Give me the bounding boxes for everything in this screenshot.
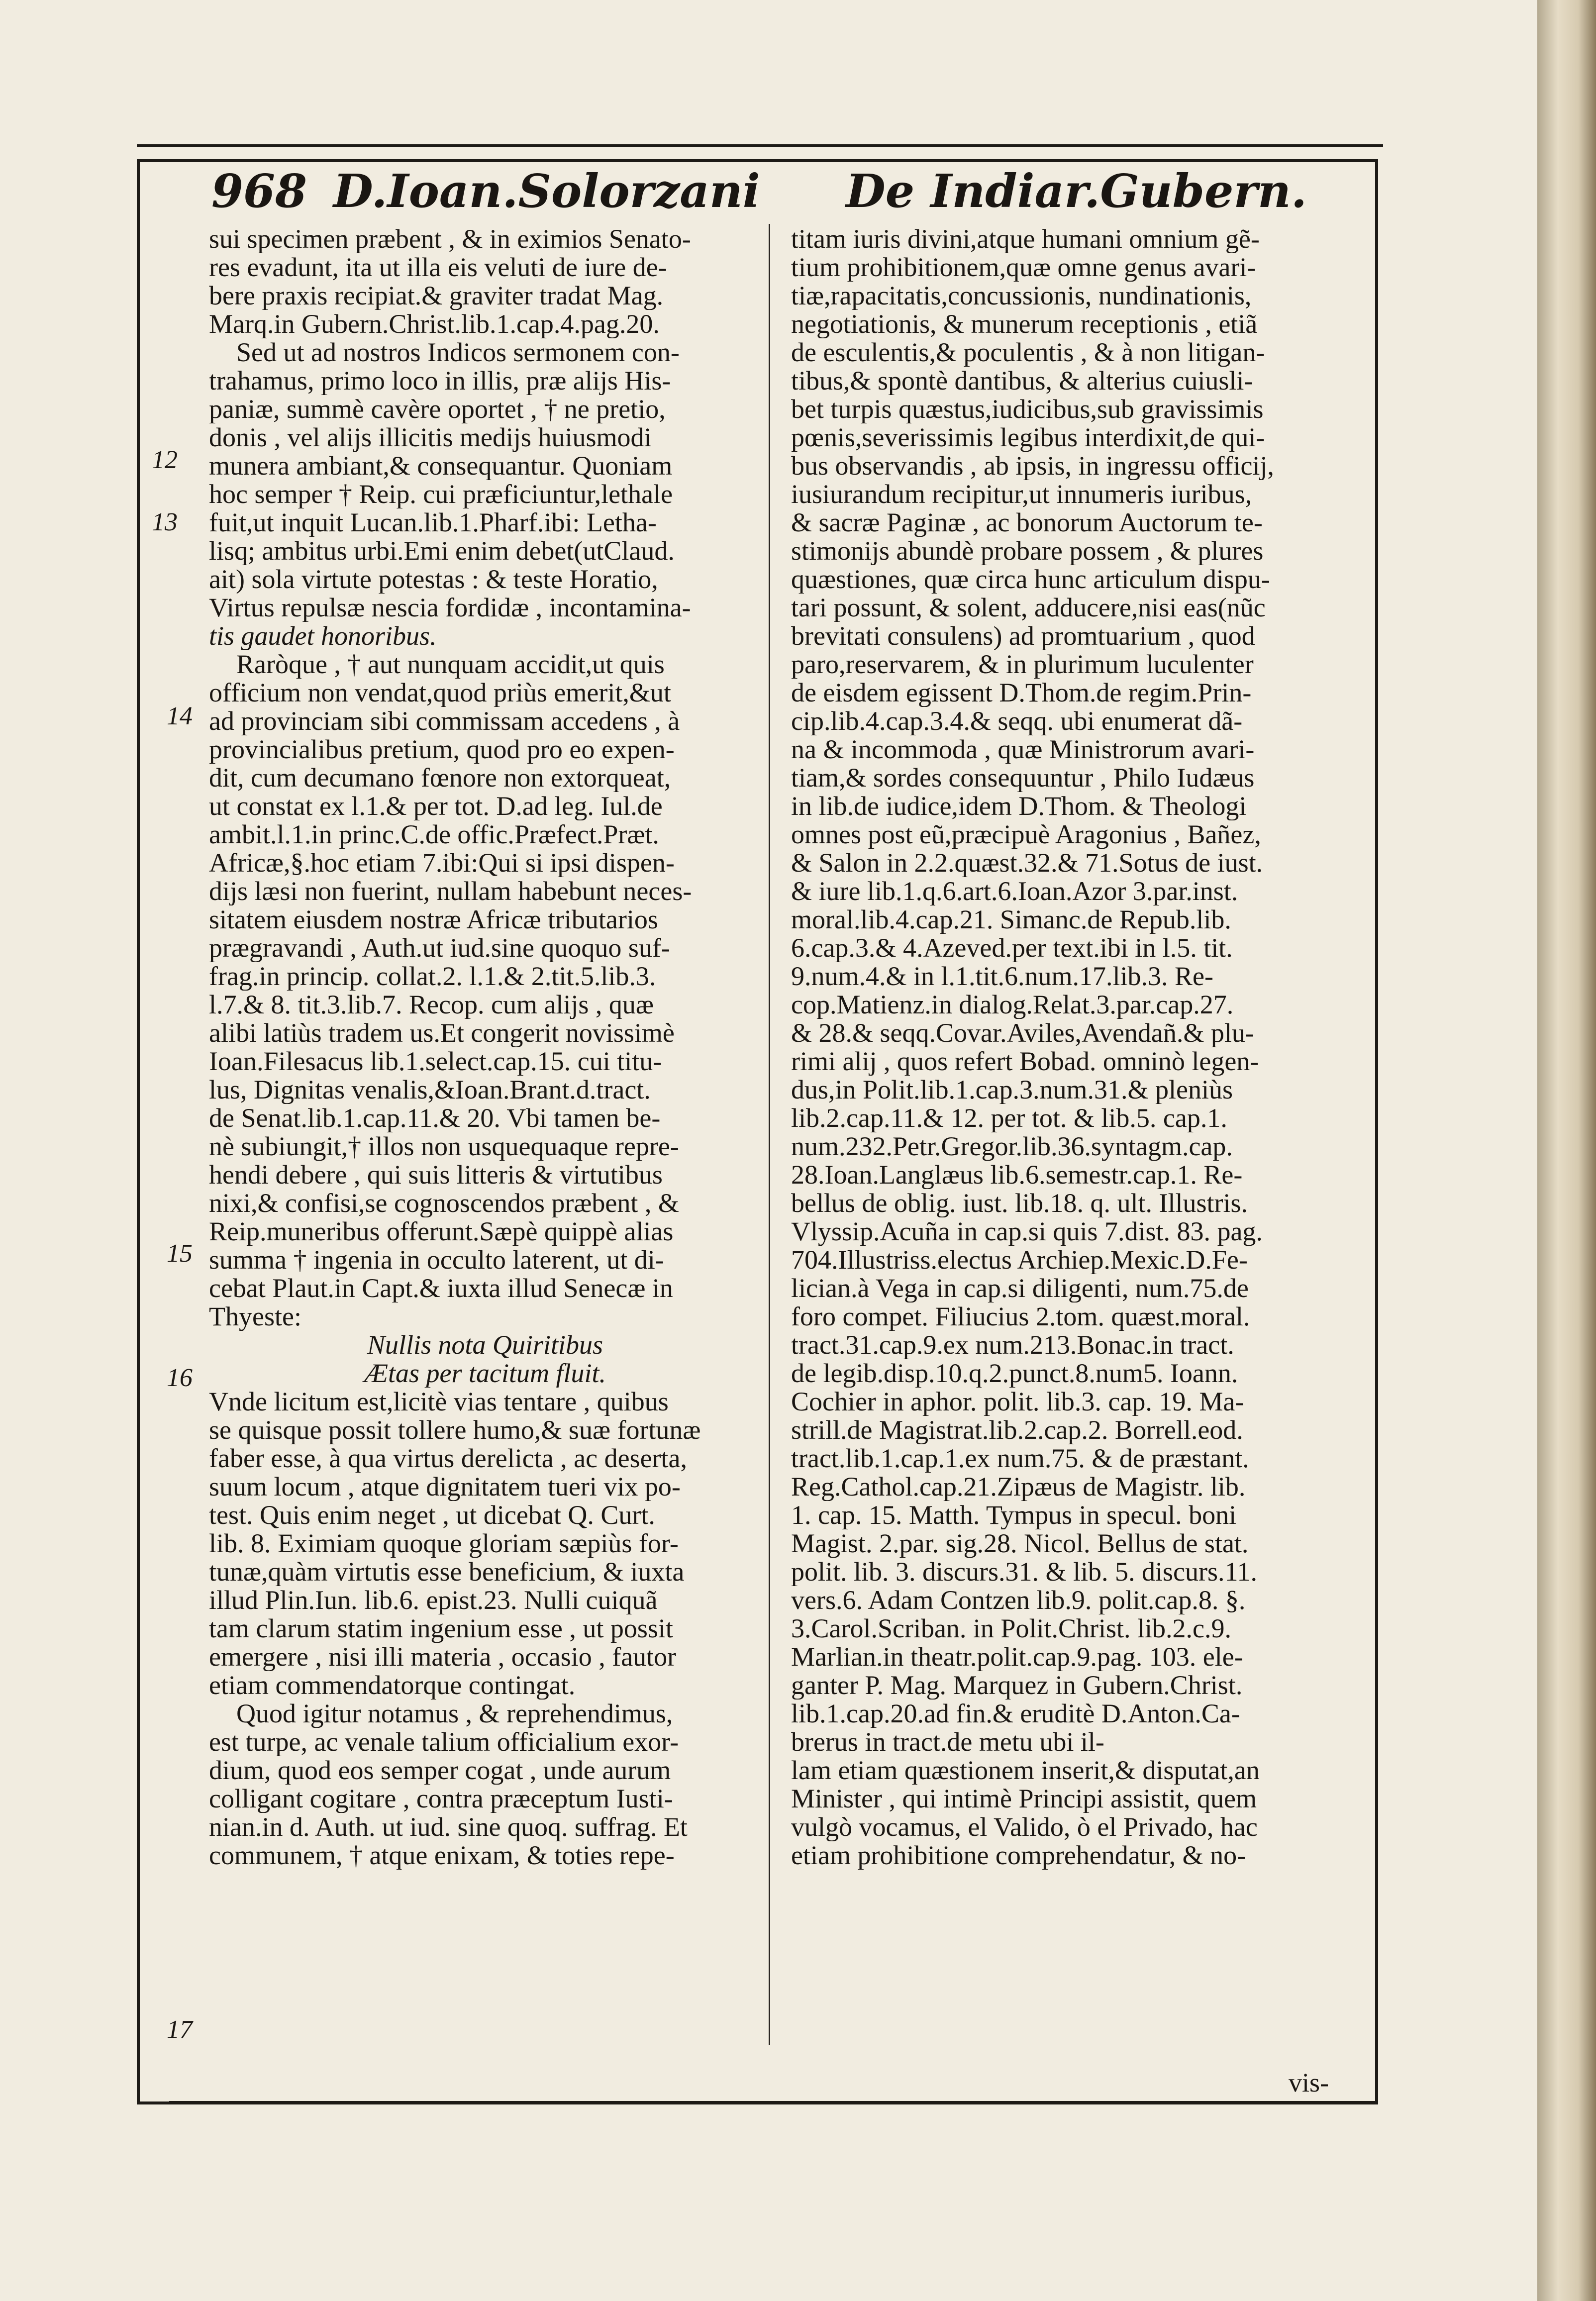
text-line: munera ambiant,& consequantur. Quoniam xyxy=(209,452,673,480)
text-line: & Salon in 2.2.quæst.32.& 71.Sotus de iust. xyxy=(791,849,1263,877)
text-line: Africæ,§.hoc etiam 7.ibi:Qui si ipsi dispen- xyxy=(209,849,675,877)
text-line: cebat Plaut.in Capt.& iuxta illud Senecæ in xyxy=(209,1274,673,1302)
text-line: paro,reservarem, & in plurimum luculenter xyxy=(791,650,1254,679)
text-line: negotiationis, & munerum receptionis , etiã xyxy=(791,310,1258,338)
text-line: nè subiungit,† illos non usquequaque repre- xyxy=(209,1132,679,1161)
text-line: illud Plin.Iun. lib.6. epist.23. Nulli cuiquã xyxy=(209,1586,658,1614)
text-line: 704.Illustriss.electus Archiep.Mexic.D.Fe- xyxy=(791,1246,1248,1274)
text-line: lib.2.cap.11.& 12. per tot. & lib.5. cap.1. xyxy=(791,1104,1227,1132)
text-line: emergere , nisi illi materia , occasio , fautor xyxy=(209,1643,677,1671)
text-line: stimonijs abundè probare possem , & plures xyxy=(791,537,1264,565)
text-line: ad provinciam sibi commissam accedens , à xyxy=(209,707,680,735)
text-line: Vnde licitum est,licitè vias tentare , quibus xyxy=(209,1388,669,1416)
text-line: tunæ,quàm virtutis esse beneficium, & iuxta xyxy=(209,1558,685,1586)
text-line: est turpe, ac venale talium officialium exor- xyxy=(209,1728,679,1756)
text-line: & iure lib.1.q.6.art.6.Ioan.Azor 3.par.inst. xyxy=(791,877,1238,905)
text-line: 9.num.4.& in l.1.tit.6.num.17.lib.3. Re- xyxy=(791,962,1213,991)
text-line: Vlyssip.Acuña in cap.si quis 7.dist. 83. pag. xyxy=(791,1217,1263,1246)
text-line: dus,in Polit.lib.1.cap.3.num.31.& pleniùs xyxy=(791,1076,1233,1104)
text-line: 1. cap. 15. Matth. Tympus in specul. boni xyxy=(791,1501,1237,1529)
text-line: de legib.disp.10.q.2.punct.8.num5. Ioann. xyxy=(791,1359,1238,1388)
text-line: ut constat ex l.1.& per tot. D.ad leg. Iul.de xyxy=(209,792,663,820)
text-line: lician.à Vega in cap.si diligenti, num.75.de xyxy=(791,1274,1249,1302)
text-line: Ioan.Filesacus lib.1.select.cap.15. cui titu- xyxy=(209,1047,662,1076)
text-line: vulgò vocamus, el Valido, ò el Privado, hac xyxy=(791,1813,1258,1841)
text-line: bus observandis , ab ipsis, in ingressu officij, xyxy=(791,452,1274,480)
text-line: tis gaudet honoribus. xyxy=(209,622,437,650)
text-line: paniæ, summè cavère oportet , † ne pretio, xyxy=(209,395,666,423)
text-line: iusiurandum recipitur,ut innumeris iuribus, xyxy=(791,480,1252,508)
text-line: 6.cap.3.& 4.Azeved.per text.ibi in l.5. tit. xyxy=(791,934,1233,962)
text-line: res evadunt, ita ut illa eis veluti de iure de- xyxy=(209,253,667,282)
text-line: Marq.in Gubern.Christ.lib.1.cap.4.pag.20. xyxy=(209,310,660,338)
text-line: test. Quis enim neget , ut dicebat Q. Curt. xyxy=(209,1501,655,1529)
margin-number: 13 xyxy=(152,508,178,536)
text-line: strill.de Magistrat.lib.2.cap.2. Borrell.eod. xyxy=(791,1416,1243,1444)
margin-number: 12 xyxy=(152,446,178,474)
text-line: ambit.l.1.in princ.C.de offic.Præfect.Præt. xyxy=(209,820,659,849)
text-line: brerus in tract.de metu ubi il- xyxy=(791,1728,1104,1756)
text-line: cop.Matienz.in dialog.Relat.3.par.cap.27. xyxy=(791,991,1234,1019)
text-line: de eisdem egissent D.Thom.de regim.Prin- xyxy=(791,679,1252,707)
text-line: Minister , qui intimè Principi assistit, quem xyxy=(791,1785,1257,1813)
text-line: etiam commendatorque contingat. xyxy=(209,1671,576,1700)
text-line: bellus de oblig. iust. lib.18. q. ult. Illustris. xyxy=(791,1189,1248,1217)
right-column xyxy=(791,225,1368,1870)
text-line: lib. 8. Eximiam quoque gloriam sæpiùs for- xyxy=(209,1529,679,1558)
page-edge xyxy=(1537,0,1596,2301)
text-line: lus, Dignitas venalis,&Ioan.Brant.d.tract. xyxy=(209,1076,651,1104)
text-line: nixi,& confisi,se cognoscendos præbent , & xyxy=(209,1189,679,1217)
text-line: tiæ,rapacitatis,concussionis, nundinationis, xyxy=(791,282,1252,310)
text-line: num.232.Petr.Gregor.lib.36.syntagm.cap. xyxy=(791,1132,1233,1161)
text-line: prægravandi , Auth.ut iud.sine quoquo suf- xyxy=(209,934,670,962)
text-line: hoc semper † Reip. cui præficiuntur,lethale xyxy=(209,480,673,508)
text-line: sui specimen præbent , & in eximios Senato- xyxy=(209,225,691,253)
text-line: provincialibus pretium, quod pro eo expen- xyxy=(209,735,675,764)
text-line: se quisque possit tollere humo,& suæ fortunæ xyxy=(209,1416,701,1444)
column-divider xyxy=(769,224,770,2045)
text-line: Thyeste: xyxy=(209,1302,301,1331)
text-line: dit, cum decumano fœnore non extorqueat, xyxy=(209,764,671,792)
text-line: trahamus, primo loco in illis, præ alijs His- xyxy=(209,367,671,395)
text-line: lam etiam quæstionem inserit,& disputat,an xyxy=(791,1756,1260,1785)
text-line: brevitati consulens) ad promtuarium , quod xyxy=(791,622,1255,650)
text-line: moral.lib.4.cap.21. Simanc.de Repub.lib. xyxy=(791,905,1231,934)
text-line: & 28.& seqq.Covar.Aviles,Avendañ.& plu- xyxy=(791,1019,1254,1047)
text-line: & sacræ Paginæ , ac bonorum Auctorum te- xyxy=(791,508,1263,537)
text-line: Raròque , † aut nunquam accidit,ut quis xyxy=(236,650,665,679)
text-line: tiam,& sordes consequuntur , Philo Iudæus xyxy=(791,764,1255,792)
margin-number: 17 xyxy=(167,2015,193,2044)
text-line: ait) sola virtute potestas : & teste Horatio, xyxy=(209,565,658,594)
running-head-author: D.Ioan.Solorzani xyxy=(333,164,760,218)
text-line: in lib.de iudice,idem D.Thom. & Theologi xyxy=(791,792,1247,820)
margin-number: 15 xyxy=(167,1239,193,1268)
text-line: rimi alij , quos refert Bobad. omninò legen- xyxy=(791,1047,1259,1076)
text-line: Magist. 2.par. sig.28. Nicol. Bellus de stat. xyxy=(791,1529,1249,1558)
text-line: Quod igitur notamus , & reprehendimus, xyxy=(236,1700,673,1728)
running-head-title: De Indiar.Gubern. xyxy=(846,164,1307,218)
text-line: tium prohibitionem,quæ omne genus avari- xyxy=(791,253,1256,282)
text-line: alibi latiùs tradem us.Et congerit novissimè xyxy=(209,1019,675,1047)
page-number: 968 xyxy=(211,164,307,218)
text-line: vers.6. Adam Contzen lib.9. polit.cap.8. §. xyxy=(791,1586,1246,1614)
text-line: Ætas per tacitum fluit. xyxy=(364,1359,606,1388)
text-line: suum locum , atque dignitatem tueri vix po- xyxy=(209,1473,681,1501)
text-line: faber esse, à qua virtus derelicta , ac deserta, xyxy=(209,1444,688,1473)
margin-number: 14 xyxy=(167,702,193,730)
text-line: bere praxis recipiat.& graviter tradat Mag. xyxy=(209,282,664,310)
text-line: ganter P. Mag. Marquez in Gubern.Christ. xyxy=(791,1671,1243,1700)
text-line: 3.Carol.Scriban. in Polit.Christ. lib.2.c.9. xyxy=(791,1614,1231,1643)
text-line: Nullis nota Quiritibus xyxy=(367,1331,603,1359)
margin-number: 16 xyxy=(167,1364,193,1392)
text-line: dium, quod eos semper cogat , unde aurum xyxy=(209,1756,671,1785)
bottom-rule xyxy=(169,2101,1378,2103)
text-line: cip.lib.4.cap.3.4.& seqq. ubi enumerat dã- xyxy=(791,707,1243,735)
text-line: dijs læsi non fuerint, nullam habebunt neces- xyxy=(209,877,692,905)
text-line: tibus,& spontè dantibus, & alterius cuiusli- xyxy=(791,367,1253,395)
text-line: foro compet. Filiucius 2.tom. quæst.moral. xyxy=(791,1302,1250,1331)
text-line: tract.lib.1.cap.1.ex num.75. & de præstant. xyxy=(791,1444,1249,1473)
text-line: polit. lib. 3. discurs.31. & lib. 5. discurs.11. xyxy=(791,1558,1257,1586)
top-rule xyxy=(137,144,1383,147)
text-line: Reg.Cathol.cap.21.Zipæus de Magistr. lib. xyxy=(791,1473,1246,1501)
text-line: lisq; ambitus urbi.Emi enim debet(utClaud. xyxy=(209,537,675,565)
text-line: officium non vendat,quod priùs emerit,&ut xyxy=(209,679,671,707)
text-line: lib.1.cap.20.ad fin.& eruditè D.Anton.Ca- xyxy=(791,1700,1240,1728)
text-line: l.7.& 8. tit.3.lib.7. Recop. cum alijs , quæ xyxy=(209,991,654,1019)
text-line: tari possunt, & solent, adducere,nisi eas(nũc xyxy=(791,594,1266,622)
text-line: Marlian.in theatr.polit.cap.9.pag. 103. ele- xyxy=(791,1643,1243,1671)
text-line: sitatem eiusdem nostræ Africæ tributarios xyxy=(209,905,658,934)
text-line: etiam prohibitione comprehendatur, & no- xyxy=(791,1841,1246,1870)
text-line: donis , vel alijs illicitis medijs huiusmodi xyxy=(209,423,652,452)
text-line: hendi debere , qui suis litteris & virtutibus xyxy=(209,1161,663,1189)
text-line: frag.in princip. collat.2. l.1.& 2.tit.5.lib.3. xyxy=(209,962,656,991)
text-line: de esculentis,& poculentis , & à non litigan- xyxy=(791,338,1265,367)
text-line: communem, † atque enixam, & toties repe- xyxy=(209,1841,675,1870)
text-line: titam iuris divini,atque humani omnium gẽ- xyxy=(791,225,1260,253)
text-line: summa † ingenia in occulto laterent, ut di- xyxy=(209,1246,664,1274)
text-line: bet turpis quæstus,iudicibus,sub gravissimis xyxy=(791,395,1264,423)
catchword: vis- xyxy=(1289,2068,1329,2098)
text-line: nian.in d. Auth. ut iud. sine quoq. suffrag. Et xyxy=(209,1813,688,1841)
text-line: de Senat.lib.1.cap.11.& 20. Vbi tamen be- xyxy=(209,1104,661,1132)
text-line: 28.Ioan.Langlæus lib.6.semestr.cap.1. Re- xyxy=(791,1161,1243,1189)
left-column xyxy=(209,225,761,1870)
text-line: quæstiones, quæ circa hunc articulum dispu- xyxy=(791,565,1270,594)
text-line: Reip.muneribus offerunt.Sæpè quippè alias xyxy=(209,1217,674,1246)
text-line: omnes post eũ,præcipuè Aragonius , Bañez, xyxy=(791,820,1261,849)
text-line: fuit,ut inquit Lucan.lib.1.Pharf.ibi: Letha- xyxy=(209,508,657,537)
text-line: Virtus repulsæ nescia fordidæ , incontamina- xyxy=(209,594,691,622)
text-line: colligant cogitare , contra præceptum Iusti- xyxy=(209,1785,673,1813)
text-line: Cochier in aphor. polit. lib.3. cap. 19. Ma- xyxy=(791,1388,1244,1416)
text-line: pœnis,severissimis legibus interdixit,de qui- xyxy=(791,423,1265,452)
text-line: tract.31.cap.9.ex num.213.Bonac.in tract. xyxy=(791,1331,1234,1359)
text-line: na & incommoda , quæ Ministrorum avari- xyxy=(791,735,1255,764)
text-line: tam clarum statim ingenium esse , ut possit xyxy=(209,1614,673,1643)
text-line: Sed ut ad nostros Indicos sermonem con- xyxy=(236,338,680,367)
